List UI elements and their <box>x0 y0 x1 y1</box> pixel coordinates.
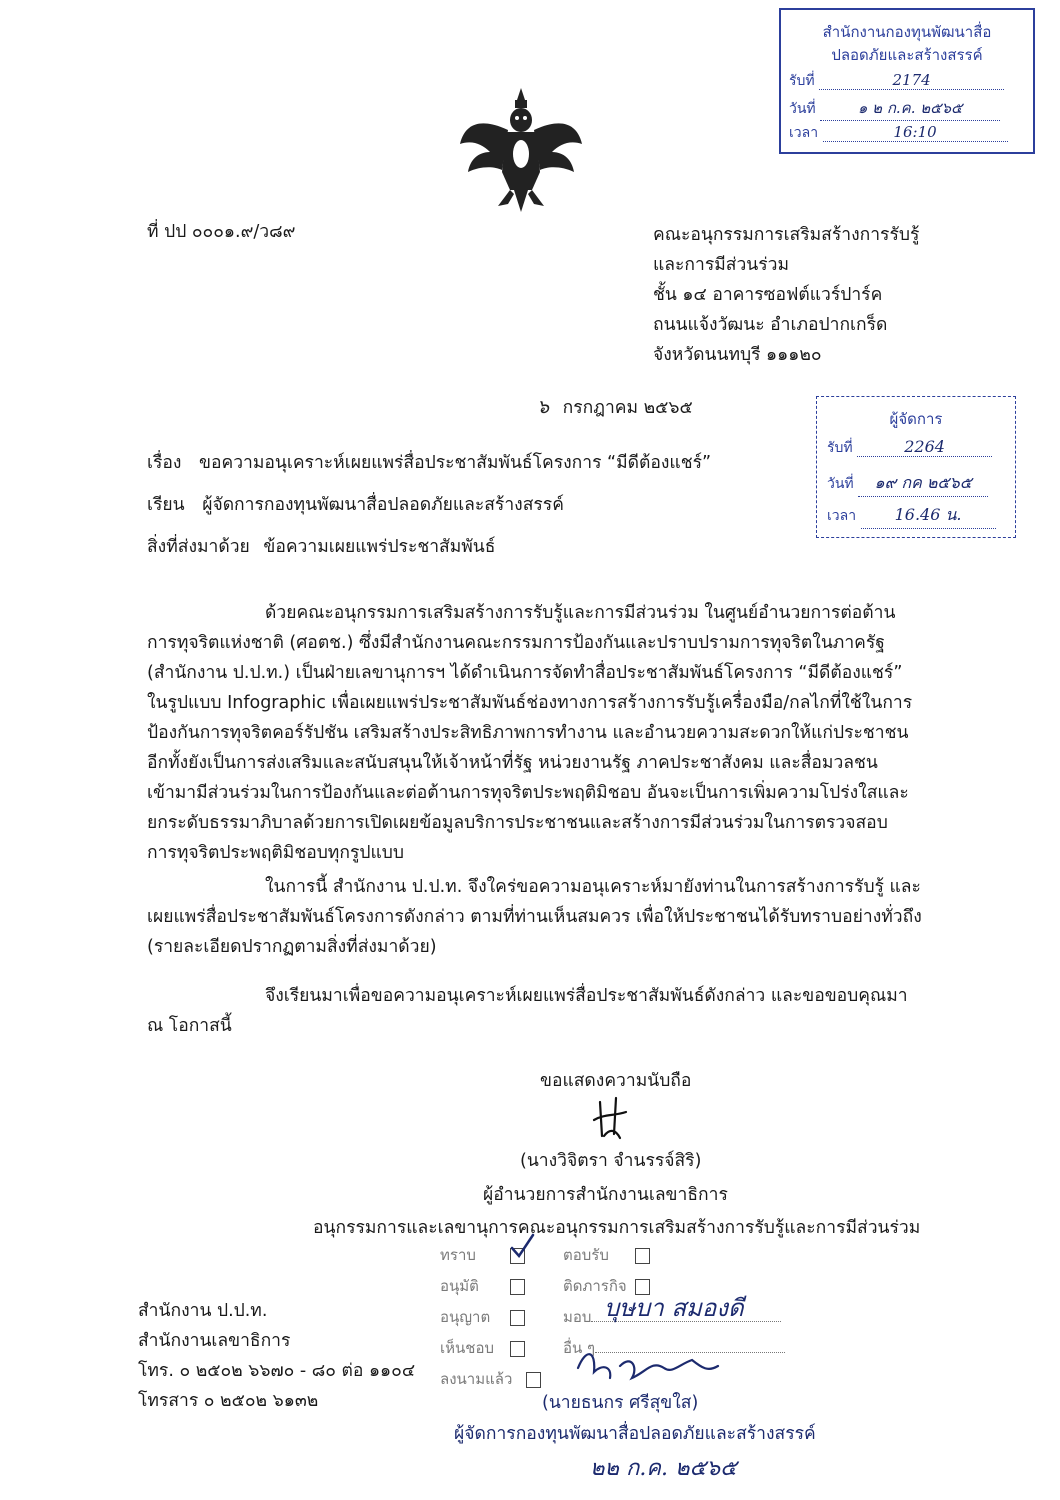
letter-date-day: ๖ <box>537 396 550 418</box>
routing-checklist-left <box>440 1240 541 1395</box>
routing-item-label: อนุญาต <box>440 1308 491 1326</box>
subject-text: ขอความอนุเคราะห์เผยแพร่สื่อประชาสัมพันธ์โครงการ “มีดีต้องแชร์” <box>199 453 712 473</box>
stamp-org-line-2: ปลอดภัยและสร้างสรรค์ <box>831 46 983 64</box>
stamp-received-number: 2174 <box>819 71 1004 90</box>
signer-title-1: ผู้อำนวยการสำนักงานเลขาธิการ <box>483 1185 728 1205</box>
checkbox[interactable] <box>526 1372 541 1388</box>
stamp-manager-title: ผู้จัดการ <box>889 410 943 428</box>
body-paragraph-1 <box>147 598 967 868</box>
routing-item-permitted[interactable] <box>440 1302 541 1333</box>
routing-item-label: เห็นชอบ <box>440 1339 494 1357</box>
stamp-received-label: รับที่ <box>789 73 815 89</box>
received-stamp-manager <box>816 396 1016 538</box>
body-line: ป้องกันการทุจริตคอร์รัปชัน เสริมสร้างประสิทธิภาพการทำงาน และอำนวยความสะดวกให้แก่ประชาชน <box>147 723 909 743</box>
routing-item-label: ติดภารกิจ <box>563 1277 627 1295</box>
approver-date: ๒๒ ก.ค. ๒๕๖๕ <box>590 1456 737 1481</box>
sender-address-line: และการมีส่วนร่วม <box>653 255 789 275</box>
stamp-manager-received-label: รับที่ <box>827 440 853 456</box>
body-line: (สำนักงาน ป.ป.ท.) เป็นฝ่ายเลขานุการฯ ได้ดำเนินการจัดทำสื่อประชาสัมพันธ์โครงการ “มีดีต้องแชร์” <box>147 663 903 683</box>
body-line: เข้ามามีส่วนร่วมในการป้องกันและต่อต้านการทุจริตประพฤติมิชอบ อันจะเป็นการเพิ่มความโปร่งใสและ <box>147 783 909 803</box>
routing-item-agreed[interactable] <box>440 1333 541 1364</box>
body-line: ณ โอกาสนี้ <box>147 1016 232 1036</box>
routing-item-signed[interactable] <box>440 1364 541 1395</box>
footer-line: โทรสาร ๐ ๒๕๐๒ ๖๑๓๒ <box>138 1391 319 1411</box>
stamp-date-label: วันที่ <box>789 101 816 117</box>
stamp-manager-date-label: วันที่ <box>827 476 854 492</box>
routing-item-reply[interactable] <box>563 1240 785 1271</box>
stamp-date-value: ๑ ๒ ก.ค. ๒๕๖๕ <box>820 96 1000 121</box>
footer-contact <box>138 1296 415 1416</box>
enclosure-label: สิ่งที่ส่งมาด้วย <box>147 537 250 557</box>
sender-address-line: คณะอนุกรรมการเสริมสร้างการรับรู้ <box>653 225 920 245</box>
approver-signature-icon <box>572 1338 722 1388</box>
stamp-manager-time-row <box>827 503 996 529</box>
approver-title: ผู้จัดการกองทุนพัฒนาสื่อปลอดภัยและสร้างสรรค์ <box>454 1424 816 1444</box>
footer-line: สำนักงานเลขาธิการ <box>138 1331 291 1351</box>
body-line: อีกทั้งยังเป็นการส่งเสริมและสนับสนุนให้เจ้าหน้าที่รัฐ หน่วยงานรัฐ ภาคประชาสังคม และสื่อมวลชน <box>147 753 878 773</box>
body-line: การทุจริตประพฤติมิชอบทุกรูปแบบ <box>147 843 404 863</box>
letter-date <box>537 392 693 423</box>
stamp-manager-received-number: 2264 <box>857 437 992 457</box>
routing-item-approved[interactable] <box>440 1271 541 1302</box>
closing-text: ขอแสดงความนับถือ <box>540 1071 692 1091</box>
body-line: เผยแพร่สื่อประชาสัมพันธ์โครงการดังกล่าว ตามที่ท่านเห็นสมควร เพื่อให้ประชาชนได้รับทราบอย่างทั่วถึง <box>147 907 922 927</box>
routing-item-label: มอบ <box>563 1308 592 1326</box>
checkbox[interactable] <box>510 1341 525 1357</box>
letter-date-month-year: กรกฎาคม ๒๕๖๕ <box>562 398 693 418</box>
stamp-time-label: เวลา <box>789 125 819 141</box>
received-stamp-top <box>779 8 1035 154</box>
footer-line: สำนักงาน ป.ป.ท. <box>138 1301 268 1321</box>
subject-row <box>147 448 711 478</box>
signer-title-2: อนุกรรมการและเลขานุการคณะอนุกรรมการเสริมสร้างการรับรู้และการมีส่วนร่วม <box>313 1218 921 1238</box>
stamp-manager-date-row <box>827 471 988 497</box>
signer-name: (นางวิจิตรา จำนรรจ์สิริ) <box>520 1151 702 1171</box>
stamp-manager-time-label: เวลา <box>827 508 857 524</box>
checkbox[interactable] <box>510 1279 525 1295</box>
sender-address-line: ถนนแจ้งวัฒนะ อำเภอปากเกร็ด <box>653 315 888 335</box>
checkbox[interactable] <box>635 1248 650 1264</box>
stamp-time-row <box>789 122 1008 144</box>
enclosure-row <box>147 532 495 562</box>
body-line: ยกระดับธรรมาภิบาลด้วยการเปิดเผยข้อมูลบริการประชาชนและสร้างการมีส่วนร่วมในการตรวจสอบ <box>147 813 888 833</box>
body-line: การทุจริตแห่งชาติ (ศอตช.) ซึ่งมีสำนักงานคณะกรรมการป้องกันและปราบปรามการทุจริตในภาครัฐ <box>147 633 885 653</box>
body-line: ด้วยคณะอนุกรรมการเสริมสร้างการรับรู้และการมีส่วนร่วม ในศูนย์อำนวยการต่อต้าน <box>265 603 896 623</box>
addressee-row <box>147 490 564 520</box>
routing-item-label: อนุมัติ <box>440 1277 479 1295</box>
body-line: ในรูปแบบ Infographic เพื่อเผยแพร่ประชาสัมพันธ์ช่องทางการสร้างการรับรู้เครื่องมือ/กลไกที่ใช้ในการ <box>147 693 913 713</box>
stamp-received-row <box>789 70 1004 92</box>
addressee-text: ผู้จัดการกองทุนพัฒนาสื่อปลอดภัยและสร้างสรรค์ <box>202 495 564 515</box>
sender-address-line: จังหวัดนนทบุรี ๑๑๑๒๐ <box>653 345 822 365</box>
subject-label: เรื่อง <box>147 453 182 473</box>
body-line: ในการนี้ สำนักงาน ป.ป.ท. จึงใคร่ขอความอนุเคราะห์มายังท่านในการสร้างการรับรู้ และ <box>265 877 921 897</box>
checkmark-icon <box>508 1232 536 1260</box>
body-paragraph-2 <box>147 872 967 962</box>
footer-line: โทร. ๐ ๒๕๐๒ ๖๖๗๐ - ๘๐ ต่อ ๑๑๐๔ <box>138 1361 416 1381</box>
stamp-manager-received-row <box>827 437 992 459</box>
signature-icon <box>586 1094 636 1144</box>
stamp-manager-time-value: 16.46 น. <box>861 503 996 529</box>
stamp-time-value: 16:10 <box>823 123 1008 142</box>
checkbox[interactable] <box>510 1310 525 1326</box>
routing-item-label: ทราบ <box>440 1246 476 1264</box>
assigned-to-handwriting: บุษบา สมองดี <box>604 1294 744 1322</box>
stamp-manager-date-value: ๑๙ กค ๒๕๖๕ <box>858 471 988 497</box>
routing-item-label: ลงนามแล้ว <box>440 1370 513 1388</box>
stamp-date-row <box>789 96 1000 121</box>
addressee-label: เรียน <box>147 495 185 515</box>
sender-address-line: ชั้น ๑๔ อาคารซอฟต์แวร์ปาร์ค <box>653 285 883 305</box>
garuda-emblem-icon <box>458 86 584 214</box>
reference-number: ที่ ปป ๐๐๐๑.๙/ว๘๙ <box>147 222 296 242</box>
body-paragraph-3 <box>147 981 967 1041</box>
routing-item-label: อื่น ๆ <box>563 1339 596 1357</box>
routing-item-label: ตอบรับ <box>563 1246 609 1264</box>
approver-name: (นายธนกร ศรีสุขใส) <box>542 1393 699 1413</box>
stamp-org-line-1: สำนักงานกองทุนพัฒนาสื่อ <box>822 23 992 41</box>
sender-address <box>653 220 919 370</box>
body-line: จึงเรียนมาเพื่อขอความอนุเคราะห์เผยแพร่สื่อประชาสัมพันธ์ดังกล่าว และขอขอบคุณมา <box>265 986 908 1006</box>
body-line: (รายละเอียดปรากฏตามสิ่งที่ส่งมาด้วย) <box>147 937 437 957</box>
enclosure-text: ข้อความเผยแพร่ประชาสัมพันธ์ <box>263 537 496 557</box>
